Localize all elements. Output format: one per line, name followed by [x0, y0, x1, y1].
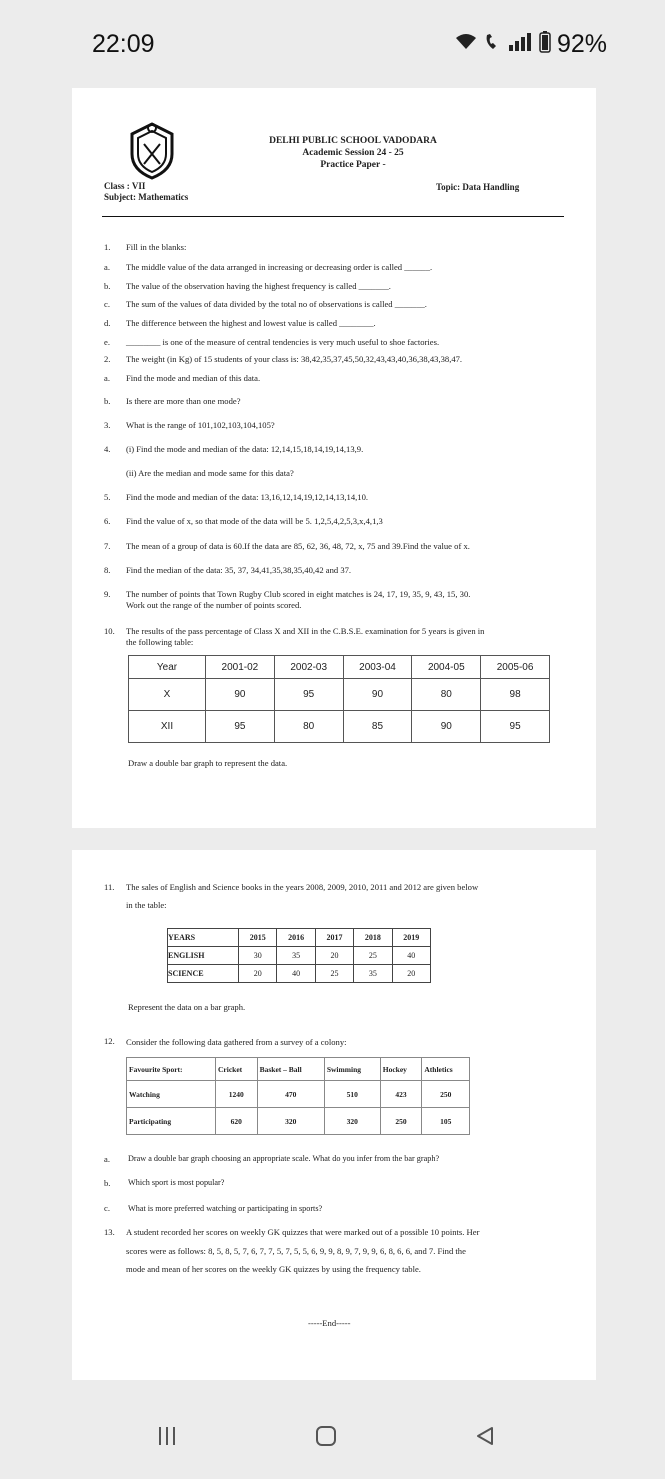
class-label: Class : VII [104, 181, 146, 191]
q5-text: Find the mode and median of the data: 13,16,12,14,19,12,14,13,14,10. [126, 492, 369, 502]
table-cell: 90 [412, 711, 481, 743]
q9-num: 9. [104, 589, 111, 599]
q2b-num: b. [104, 396, 111, 406]
q4ii-text: (ii) Are the median and mode same for this data? [126, 468, 294, 478]
table-cell: Watching [127, 1081, 216, 1108]
wifi-icon [455, 33, 477, 57]
class-info [104, 181, 188, 203]
q11-num: 11. [104, 882, 115, 892]
table-cell: 423 [380, 1081, 422, 1108]
q2-text: The weight (in Kg) of 15 students of your class is: 38,42,35,37,45,50,32,43,43,40,36,38,43,38,47. [126, 354, 463, 364]
table-cell: ENGLISH [168, 947, 239, 965]
table-row [168, 947, 431, 965]
header-block [222, 135, 484, 171]
table-cell: 250 [380, 1108, 422, 1135]
table-cell: 35 [277, 947, 315, 965]
table-cell: 40 [277, 965, 315, 983]
table-header-cell: 2002-03 [274, 656, 343, 679]
table-cell: 30 [239, 947, 277, 965]
q1a-text: The middle value of the data arranged in increasing or decreasing order is called ______. [126, 262, 433, 272]
table-cell: 20 [239, 965, 277, 983]
q1d-text: The difference between the highest and lowest value is called ________. [126, 318, 376, 328]
q6-num: 6. [104, 516, 111, 526]
status-bar [0, 0, 665, 90]
table-header-cell: 2005-06 [481, 656, 550, 679]
school-logo [124, 120, 180, 185]
table-header-cell: Cricket [216, 1058, 258, 1081]
table-cell: 35 [354, 965, 392, 983]
q2-num: 2. [104, 354, 111, 364]
q4-num: 4. [104, 444, 111, 454]
table-cell: 510 [324, 1081, 380, 1108]
sports-survey-table [126, 1057, 470, 1135]
table-cell: 90 [206, 679, 275, 711]
table-cell: 1240 [216, 1081, 258, 1108]
q12c-num: c. [104, 1203, 110, 1213]
q8-num: 8. [104, 565, 111, 575]
school-name: DELHI PUBLIC SCHOOL VADODARA [269, 136, 437, 146]
table-row [129, 711, 550, 743]
call-icon [483, 33, 503, 57]
q2a-text: Find the mode and median of this data. [126, 373, 261, 383]
table-cell: 80 [412, 679, 481, 711]
q13-text-3: mode and mean of her scores on the weekly GK quizzes by using the frequency table. [126, 1264, 421, 1274]
signal-icon [509, 33, 533, 57]
table-cell: 320 [257, 1108, 324, 1135]
table-cell: 25 [354, 947, 392, 965]
table-cell: 95 [206, 711, 275, 743]
table-cell: 20 [392, 965, 430, 983]
back-button[interactable] [474, 1425, 496, 1452]
table-header-cell: Hockey [380, 1058, 422, 1081]
q10-text-2: the following table: [126, 637, 194, 647]
q1c-text: The sum of the values of data divided by the total no of observations is called _______. [126, 299, 427, 309]
q1b-text: The value of the observation having the highest frequency is called _______. [126, 281, 391, 291]
table-header-row [129, 656, 550, 679]
paper-title: Practice Paper - [320, 160, 386, 170]
table-header-cell: 2001-02 [206, 656, 275, 679]
q13-text-1: A student recorded her scores on weekly GK quizzes that were marked out of a possible 10 points. Her [126, 1227, 480, 1237]
q7-text: The mean of a group of data is 60.If the data are 85, 62, 36, 48, 72, x, 75 and 39.Find the value of x. [126, 541, 470, 551]
topic-label: Topic: Data Handling [436, 182, 520, 192]
q11-text-1: The sales of English and Science books in the years 2008, 2009, 2010, 2011 and 2012 are given below [126, 882, 479, 892]
session: Academic Session 24 - 25 [302, 148, 404, 158]
table-cell: X [129, 679, 206, 711]
q12-text: Consider the following data gathered from a survey of a colony: [126, 1037, 347, 1047]
q10-instruction: Draw a double bar graph to represent the data. [128, 758, 288, 768]
q12a-text: Draw a double bar graph choosing an appropriate scale. What do you infer from the bar graph? [128, 1154, 440, 1163]
q1b-num: b. [104, 281, 111, 291]
q2b-text: Is there are more than one mode? [126, 396, 241, 406]
table-cell: 40 [392, 947, 430, 965]
clock: 22:09 [92, 30, 155, 58]
table-cell: Participating [127, 1108, 216, 1135]
table-cell: 320 [324, 1108, 380, 1135]
table-row [127, 1081, 470, 1108]
subject-label: Subject: Mathematics [104, 192, 189, 202]
table-header-cell: 2015 [239, 929, 277, 947]
q7-num: 7. [104, 541, 111, 551]
book-sales-table [167, 928, 431, 983]
q3-text: What is the range of 101,102,103,104,105? [126, 420, 275, 430]
table-cell: 250 [422, 1081, 470, 1108]
q12b-num: b. [104, 1178, 111, 1188]
q9-text-2: Work out the range of the number of points scored. [126, 600, 302, 610]
table-row [168, 965, 431, 983]
system-nav-bar [0, 1395, 665, 1479]
table-cell: 95 [481, 711, 550, 743]
q1a-num: a. [104, 262, 110, 272]
table-header-cell: Favourite Sport: [127, 1058, 216, 1081]
q10-text-1: The results of the pass percentage of Class X and XII in the C.B.S.E. examination for 5 years is given in [126, 626, 485, 636]
table-header-row [127, 1058, 470, 1081]
home-button[interactable] [315, 1425, 337, 1452]
end-marker: -----End----- [308, 1318, 351, 1328]
q13-num: 13. [104, 1227, 115, 1237]
table-cell: XII [129, 711, 206, 743]
table-header-cell: Year [129, 656, 206, 679]
document-page-1 [72, 88, 596, 828]
q11-instruction: Represent the data on a bar graph. [128, 1002, 246, 1012]
q12c-text: What is more preferred watching or participating in sports? [128, 1204, 323, 1213]
pass-percentage-table [128, 655, 550, 743]
q6-text: Find the value of x, so that mode of the data will be 5. 1,2,5,4,2,5,3,x,4,1,3 [126, 516, 383, 526]
table-header-cell: Swimming [324, 1058, 380, 1081]
q9-text-1: The number of points that Town Rugby Club scored in eight matches is 24, 17, 19, 35, 9, 43, 15, 30. [126, 589, 471, 599]
q1d-num: d. [104, 318, 111, 328]
table-cell: 105 [422, 1108, 470, 1135]
table-row [129, 679, 550, 711]
status-icons [455, 30, 607, 59]
q12b-text: Which sport is most popular? [128, 1178, 225, 1187]
table-header-cell: YEARS [168, 929, 239, 947]
q5-num: 5. [104, 492, 111, 502]
table-header-cell: 2003-04 [343, 656, 412, 679]
q12a-num: a. [104, 1154, 110, 1164]
q1e-text: ________ is one of the measure of central tendencies is very much useful to shoe factories. [126, 337, 440, 347]
table-header-cell: 2017 [315, 929, 353, 947]
q3-num: 3. [104, 420, 111, 430]
q8-text: Find the median of the data: 35, 37, 34,41,35,38,35,40,42 and 37. [126, 565, 352, 575]
table-cell: 95 [274, 679, 343, 711]
table-header-cell: Basket – Ball [257, 1058, 324, 1081]
table-header-cell: 2004-05 [412, 656, 481, 679]
q4-text: (i) Find the mode and median of the data: 12,14,15,18,14,19,14,13,9. [126, 444, 364, 454]
table-cell: 80 [274, 711, 343, 743]
q11-text-2: in the table: [126, 900, 167, 910]
table-cell: 620 [216, 1108, 258, 1135]
table-cell: 90 [343, 679, 412, 711]
document-page-2 [72, 850, 596, 1380]
table-header-cell: 2018 [354, 929, 392, 947]
table-cell: 25 [315, 965, 353, 983]
table-cell: 85 [343, 711, 412, 743]
q1e-num: e. [104, 337, 110, 347]
recent-apps-button[interactable] [156, 1425, 178, 1452]
battery-level: 92% [556, 30, 607, 58]
q1c-num: c. [104, 299, 110, 309]
table-cell: 20 [315, 947, 353, 965]
q2a-num: a. [104, 373, 110, 383]
table-header-cell: Athletics [422, 1058, 470, 1081]
table-header-cell: 2019 [392, 929, 430, 947]
q1-text: Fill in the blanks: [126, 242, 187, 252]
table-cell: 470 [257, 1081, 324, 1108]
q13-text-2: scores were as follows: 8, 5, 8, 5, 7, 6, 7, 7, 5, 7, 5, 5, 6, 9, 9, 8, 9, 7, 9, 9, 6, 8, 6, 6, and 7. Find the [126, 1246, 466, 1256]
q1-num: 1. [104, 242, 111, 252]
table-header-cell: 2016 [277, 929, 315, 947]
header-divider [102, 216, 564, 217]
table-row [127, 1108, 470, 1135]
table-cell: SCIENCE [168, 965, 239, 983]
q12-num: 12. [104, 1036, 115, 1046]
table-cell: 98 [481, 679, 550, 711]
battery-icon [539, 31, 551, 59]
q10-num: 10. [104, 626, 115, 636]
table-header-row [168, 929, 431, 947]
